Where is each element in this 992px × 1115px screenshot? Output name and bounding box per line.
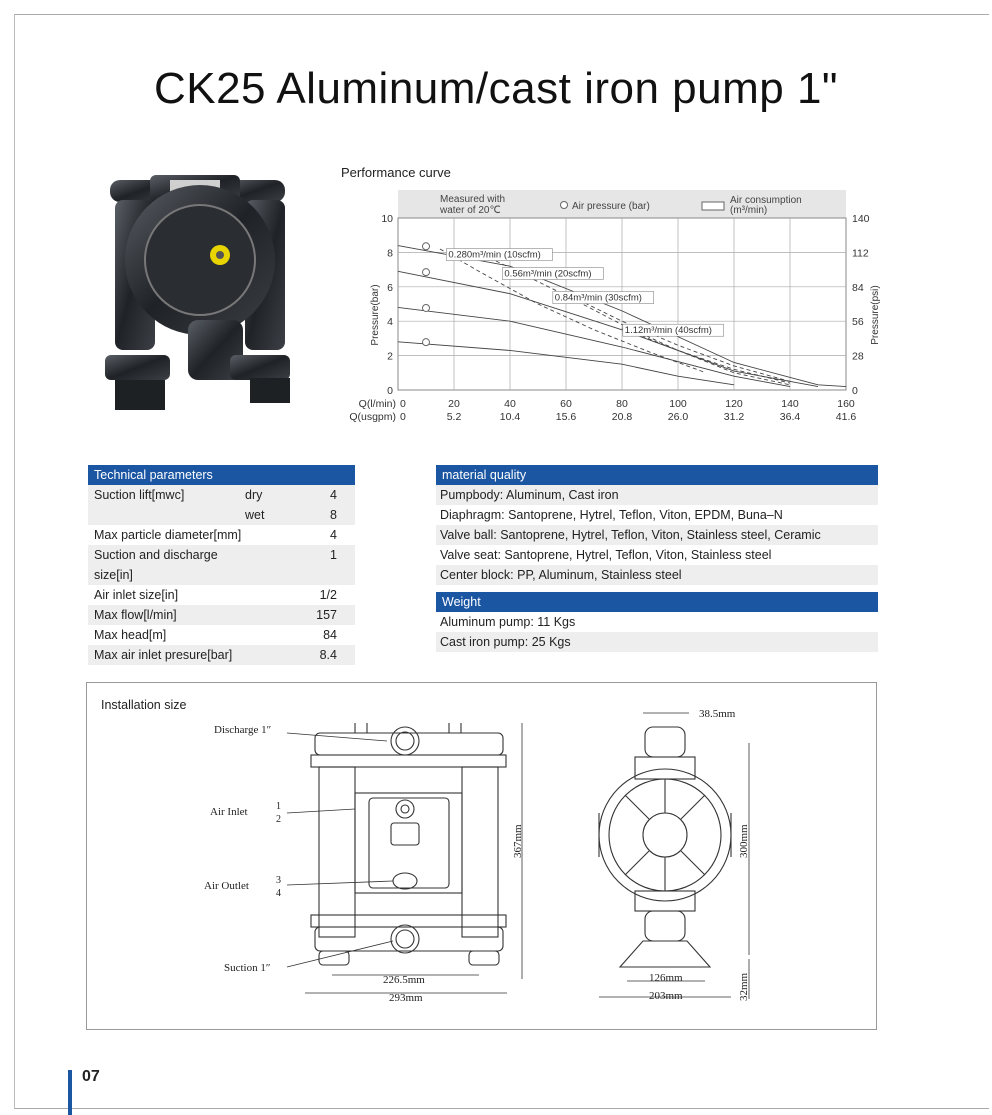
material-quality-table [436,465,878,585]
tech-row [88,605,355,625]
x-tick-usgpm: 26.0 [667,411,689,423]
tech-row [88,585,355,605]
x-tick-lmin: 0 [400,398,406,410]
tech-sub: dry [245,488,263,502]
weight-text: Aluminum pump: 11 Kgs [440,615,576,629]
chart-title: Performance curve [341,165,451,180]
y-tick-right: 84 [852,281,864,294]
tech-value: 1 [330,548,337,562]
annotation-label: 0.280m³/min (10scfm) [448,249,541,261]
material-quality-header: material quality [436,465,878,485]
x-tick-usgpm: 31.2 [723,411,745,423]
label-suction: Suction 1″ [224,962,271,974]
annotation-label: 1.12m³/min (40scfm) [624,325,712,337]
dim-203: 203mm [649,990,683,1002]
y-axis-label-left: Pressure(bar) [370,284,381,346]
x-tick-usgpm: 41.6 [835,411,857,423]
material-row [436,485,878,505]
material-row [436,545,878,565]
technical-parameters-table [88,465,355,665]
weight-row [436,612,878,632]
pressure-marker [423,339,430,346]
pressure-line-2 [398,307,790,386]
dim-300: 300mm [738,824,750,858]
label-air-outlet-den: 4 [276,888,281,899]
material-text: Center block: PP, Aluminum, Stainless steel [440,568,682,582]
tech-label: Air inlet size[in] [94,588,179,602]
tech-label: Max air inlet presure[bar] [94,648,233,662]
label-air-inlet: Air Inlet [210,806,248,818]
legend-air-consumption-marker [702,202,724,210]
y-tick-left: 8 [387,247,393,260]
weight-text: Cast iron pump: 25 Kgs [440,635,571,649]
x-tick-lmin: 60 [560,398,572,410]
tech-sub: wet [245,508,265,522]
tech-row [88,565,355,585]
x-tick-usgpm: 5.2 [446,411,462,423]
x-axis-label-lmin: Q(l/min) [358,398,396,410]
weight-table [436,592,878,652]
performance-chart [330,182,881,427]
page-title: CK25 Aluminum/cast iron pump 1" [153,64,839,113]
dim-367: 367mm [512,824,524,858]
x-tick-usgpm: 36.4 [779,411,801,423]
tech-row [88,485,355,505]
tech-value: 8.4 [319,648,337,662]
tech-value: 4 [330,528,337,542]
y-tick-left: 6 [387,281,393,294]
y-tick-right: 140 [852,213,870,225]
x-tick-usgpm: 20.8 [611,411,633,423]
weight-row [436,632,878,652]
legend-air-consumption-line2: (m³/min) [730,205,768,216]
tech-value: 1/2 [319,588,337,602]
y-tick-right: 0 [852,385,858,397]
legend-measured-line1: Measured with [440,194,506,205]
annotation-label: 0.84m³/min (30scfm) [554,292,642,304]
tech-label: Max head[m] [94,628,167,642]
pressure-line-1 [398,271,818,386]
y-tick-left: 10 [381,213,393,225]
x-tick-lmin: 20 [448,398,460,410]
tech-value: 157 [316,608,337,622]
installation-size-title: Installation size [101,698,187,712]
material-text: Diaphragm: Santoprene, Hytrel, Teflon, Viton, EPDM, Buna–N [440,508,783,522]
installation-size-panel [86,682,877,1030]
legend-air-pressure-marker [561,202,568,209]
material-row [436,505,878,525]
y-tick-right: 28 [852,350,864,363]
tech-label: Suction and discharge [94,548,218,562]
tech-label: size[in] [94,568,133,582]
pressure-marker [423,243,430,250]
tech-label: Max particle diameter[mm] [94,528,242,542]
page-number-bar [68,1070,72,1115]
pressure-marker [423,269,430,276]
tech-value: 8 [330,508,337,522]
legend-air-pressure: Air pressure (bar) [572,201,650,212]
x-tick-usgpm: 10.4 [499,411,521,423]
x-tick-lmin: 140 [781,398,799,410]
dim-38-5: 38.5mm [699,708,736,720]
tech-row [88,625,355,645]
label-air-outlet: Air Outlet [204,880,249,892]
x-tick-usgpm: 0 [400,411,406,423]
weight-header: Weight [436,592,878,612]
page-number: 07 [82,1068,100,1085]
dim-32: 32mm [738,972,750,1001]
x-tick-lmin: 160 [837,398,855,410]
material-text: Valve seat: Santoprene, Hytrel, Teflon, Viton, Stainless steel [440,548,772,562]
y-tick-left: 0 [387,385,393,397]
tech-row [88,505,355,525]
label-air-inlet-den: 2 [276,814,281,825]
x-tick-lmin: 120 [725,398,743,410]
label-discharge: Discharge 1″ [214,724,272,736]
x-tick-lmin: 40 [504,398,516,410]
x-tick-lmin: 80 [616,398,628,410]
x-tick-lmin: 100 [669,398,687,410]
material-text: Valve ball: Santoprene, Hytrel, Teflon, Viton, Stainless steel, Ceramic [440,528,821,542]
tech-row [88,525,355,545]
dim-126: 126mm [649,972,683,984]
pressure-marker [423,304,430,311]
y-tick-left: 2 [387,350,393,363]
tech-value: 4 [330,488,337,502]
tech-label: Suction lift[mwc] [94,488,185,502]
installation-drawing [87,683,876,1029]
material-row [436,565,878,585]
pump-photo [100,160,295,420]
y-tick-right: 112 [852,247,869,260]
technical-parameters-header: Technical parameters [88,465,355,485]
material-text: Pumpbody: Aluminum, Cast iron [440,488,619,502]
legend-measured-line2: water of 20℃ [440,205,501,216]
legend-air-consumption-line1: Air consumption [730,195,802,206]
label-air-outlet-num: 3 [276,875,281,886]
x-tick-usgpm: 15.6 [555,411,577,423]
dim-226-5: 226.5mm [383,974,425,986]
material-row [436,525,878,545]
y-axis-label-right: Pressure(psi) [870,285,881,345]
tech-row [88,645,355,665]
tech-label: Max flow[l/min] [94,608,177,622]
dim-293: 293mm [389,992,423,1004]
tech-row [88,545,355,565]
y-tick-left: 4 [387,316,393,329]
label-air-inlet-num: 1 [276,801,281,812]
x-axis-label-usgpm: Q(usgpm) [349,411,396,423]
tech-value: 84 [323,628,337,642]
y-tick-right: 56 [852,316,864,329]
annotation-label: 0.56m³/min (20scfm) [504,268,592,280]
